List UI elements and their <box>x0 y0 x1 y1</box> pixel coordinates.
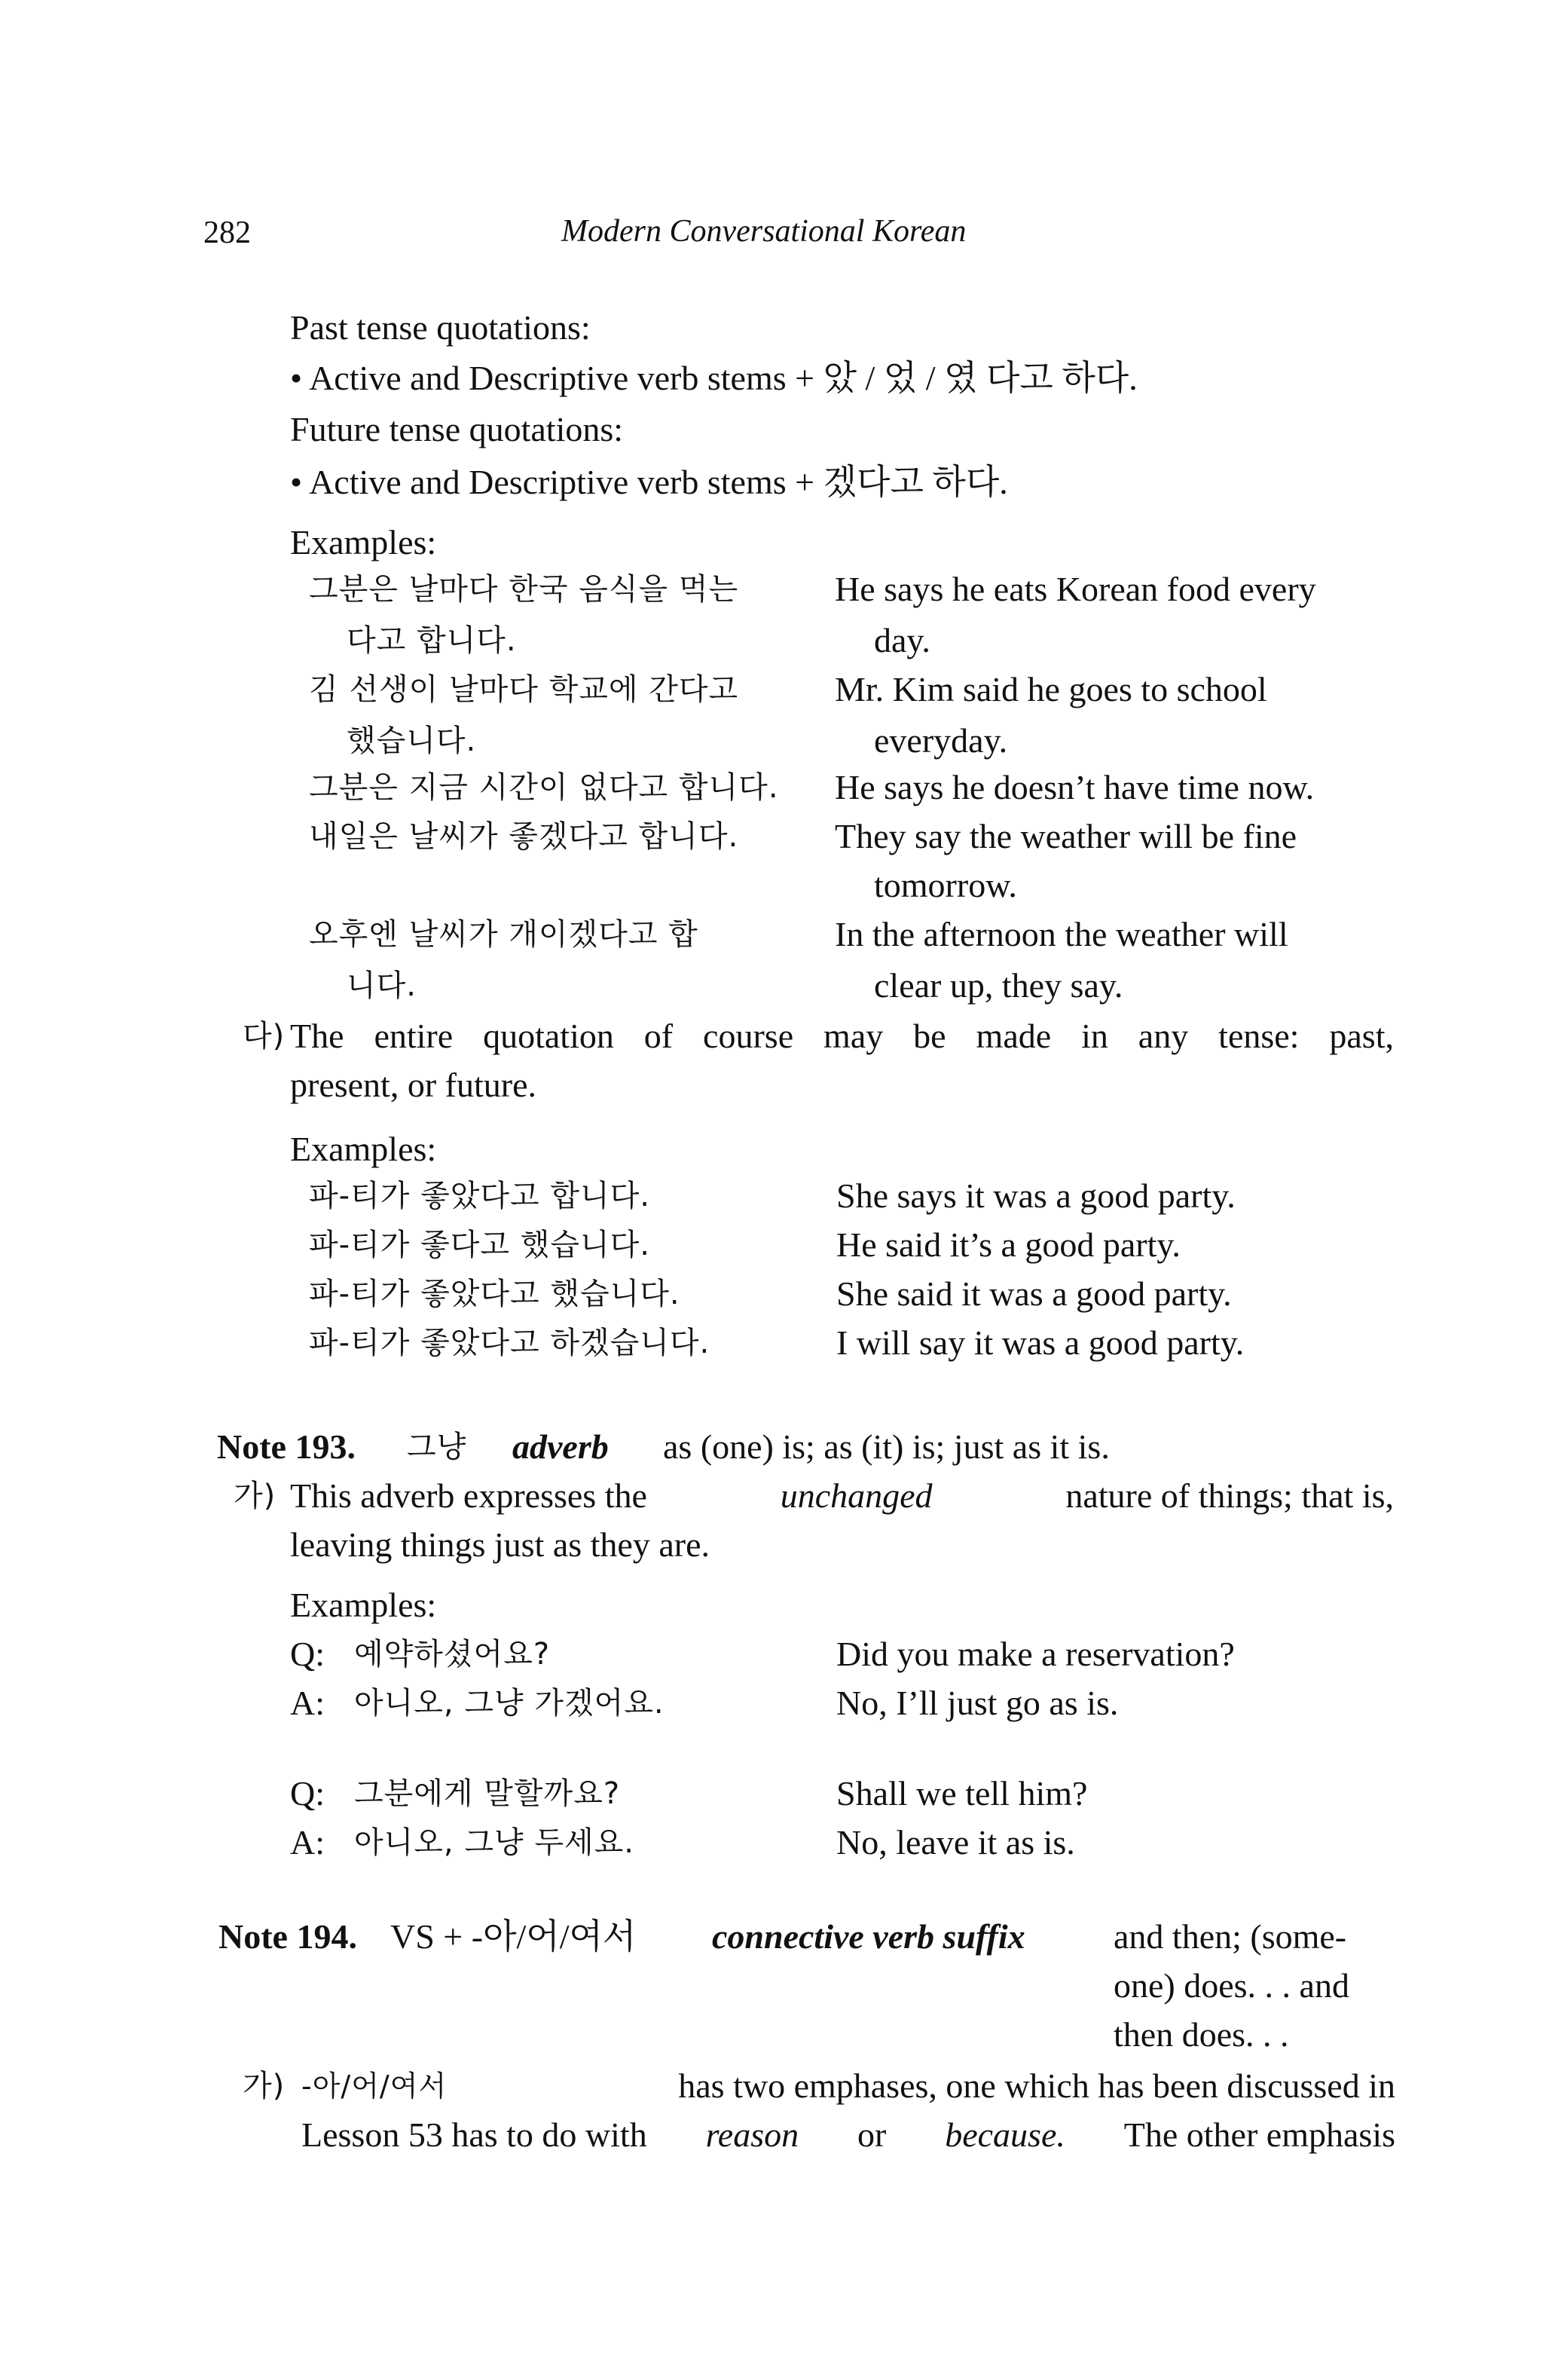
example-ko: 파-티가 좋았다고 합니다. <box>309 1179 650 1213</box>
example-en: He says he eats Korean food every <box>835 570 1316 608</box>
dialog-ko: 아니오, 그냥 두세요. <box>354 1825 634 1860</box>
section-marker: 가) <box>243 2069 286 2103</box>
examples-label: Examples: <box>290 1130 437 1168</box>
past-bullet: • Active and Descriptive verb stems + 았 / 었 / 였 다고 하다. <box>290 359 1138 397</box>
note-gloss: and then; (some- <box>1114 1917 1347 1956</box>
paragraph-text: Lesson 53 has to do with <box>301 2115 647 2154</box>
example-ko: 파-티가 좋았다고 하겠습니다. <box>309 1326 710 1360</box>
example-ko: 그분은 날마다 한국 음식을 먹는 <box>309 572 739 607</box>
speaker-label: Q: <box>290 1774 325 1813</box>
example-en: She says it was a good party. <box>836 1176 1236 1215</box>
example-ko: 파-티가 좋았다고 했습니다. <box>309 1277 680 1311</box>
dialog-ko: 예약하셨어요? <box>354 1637 551 1672</box>
paragraph-line: The entire quotation of course may be made in any tense: past, <box>290 1017 1394 1055</box>
example-en: tomorrow. <box>874 866 1017 904</box>
example-en: I will say it was a good party. <box>836 1323 1245 1362</box>
example-ko: 그분은 지금 시간이 없다고 합니다. <box>309 770 779 805</box>
emphasis-text: unchanged <box>780 1476 933 1515</box>
paragraph-text: has two emphases, one which has been discussed in <box>678 2066 1395 2105</box>
note-label: Note 194. <box>218 1917 357 1956</box>
note-label: Note 193. <box>217 1427 356 1466</box>
emphasis-text: reason <box>705 2115 799 2154</box>
example-en: In the afternoon the weather will <box>835 915 1288 953</box>
paragraph-text: or <box>857 2115 887 2154</box>
paragraph-line: present, or future. <box>290 1066 536 1104</box>
note-gloss: one) does. . . and <box>1114 1966 1349 2005</box>
note-word: 그냥 <box>407 1430 467 1464</box>
note-pos: adverb <box>512 1427 609 1466</box>
paragraph-line <box>290 1473 1394 1519</box>
example-en: He says he doesn’t have time now. <box>835 768 1315 806</box>
example-ko: 내일은 날씨가 좋겠다고 합니다. <box>309 819 739 854</box>
suffix-text: -아/어/여서 <box>301 2069 448 2103</box>
note-formula: VS + -아/어/여서 <box>390 1917 637 1956</box>
paragraph-text: The other emphasis <box>1123 2115 1395 2154</box>
example-en: They say the weather will be fine <box>835 817 1297 855</box>
example-en: day. <box>874 621 930 659</box>
example-en: She said it was a good party. <box>836 1274 1232 1313</box>
example-en: everyday. <box>874 721 1008 760</box>
future-heading: Future tense quotations: <box>290 410 624 448</box>
example-ko: 파-티가 좋다고 했습니다. <box>309 1228 650 1262</box>
example-ko: 오후엔 날씨가 개이겠다고 합 <box>309 917 698 952</box>
example-en: He said it’s a good party. <box>836 1225 1181 1264</box>
paragraph-line <box>301 2112 1395 2158</box>
example-ko: 김 선생이 날마다 학교에 간다고 <box>309 672 739 707</box>
section-marker: 다) <box>243 1019 286 1054</box>
dialog-ko: 그분에게 말할까요? <box>354 1776 621 1811</box>
note-pos: connective verb suffix <box>712 1917 1025 1956</box>
future-bullet: • Active and Descriptive verb stems + 겠다고 하다. <box>290 463 1008 501</box>
past-heading: Past tense quotations: <box>290 308 591 347</box>
speaker-label: A: <box>290 1684 325 1722</box>
speaker-label: A: <box>290 1823 325 1861</box>
paragraph-line <box>301 2063 1395 2109</box>
emphasis-text: because. <box>945 2115 1065 2154</box>
paragraph-text: This adverb expresses the <box>290 1476 647 1515</box>
dialog-en: No, leave it as is. <box>836 1823 1075 1861</box>
dialog-ko: 아니오, 그냥 가겠어요. <box>354 1686 665 1721</box>
paragraph-line: leaving things just as they are. <box>290 1525 710 1564</box>
example-ko: 니다. <box>347 968 417 1003</box>
examples-label: Examples: <box>290 1586 437 1624</box>
examples-label: Examples: <box>290 523 437 561</box>
example-en: clear up, they say. <box>874 966 1123 1005</box>
note-gloss: then does. . . <box>1114 2015 1289 2054</box>
paragraph-text: nature of things; that is, <box>1065 1476 1394 1515</box>
example-en: Mr. Kim said he goes to school <box>835 670 1267 708</box>
page-number: 282 <box>203 216 251 250</box>
note-gloss: as (one) is; as (it) is; just as it is. <box>663 1427 1110 1466</box>
dialog-en: Did you make a reservation? <box>836 1635 1235 1673</box>
speaker-label: Q: <box>290 1635 325 1673</box>
dialog-en: Shall we tell him? <box>836 1774 1088 1813</box>
example-ko: 했습니다. <box>347 723 477 758</box>
running-title: Modern Conversational Korean <box>561 214 967 249</box>
dialog-en: No, I’ll just go as is. <box>836 1684 1119 1722</box>
example-ko: 다고 합니다. <box>347 623 517 658</box>
section-marker: 가) <box>234 1479 277 1513</box>
